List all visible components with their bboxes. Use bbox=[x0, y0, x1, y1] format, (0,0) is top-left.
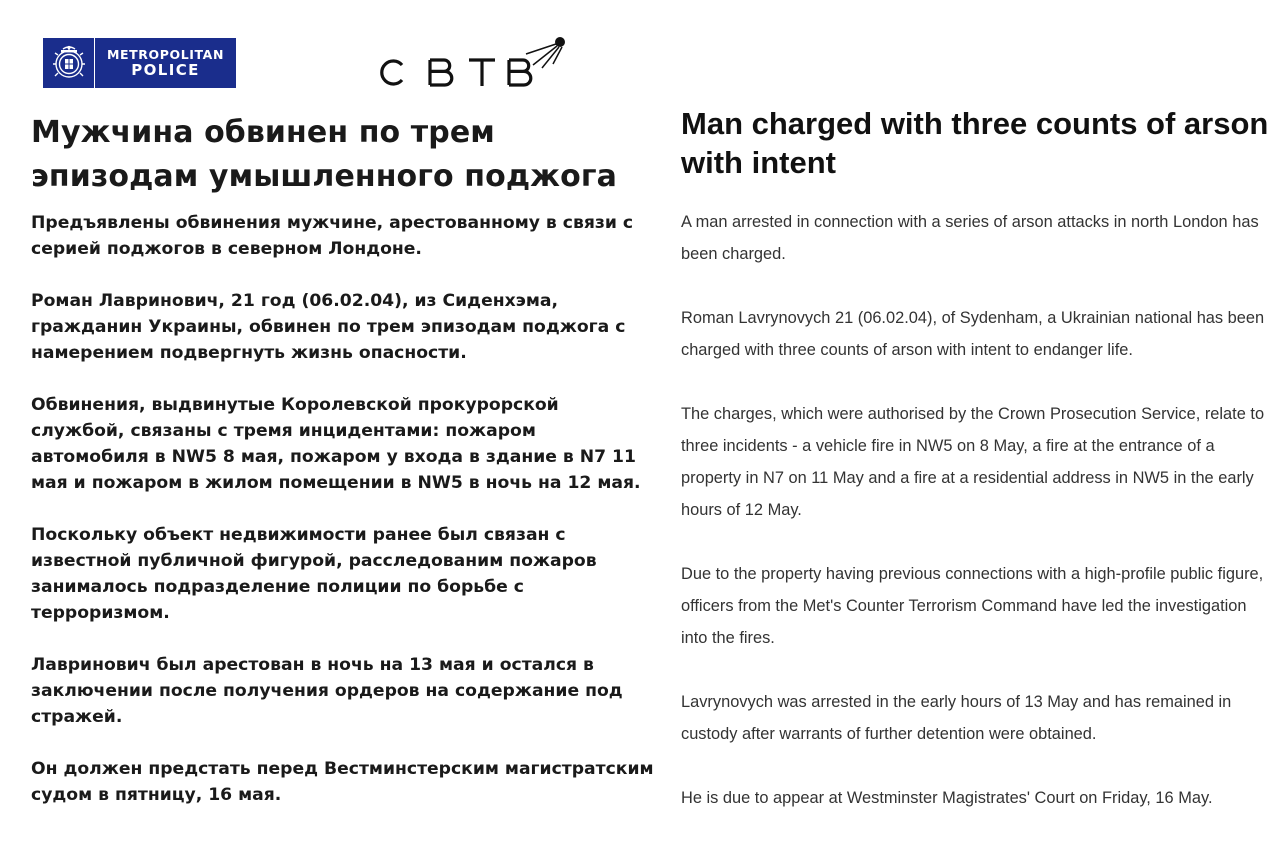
english-paragraph: Lavrynovych was arrested in the early hours of 13 May and has remained in custody after warrants of further detention were obtained. bbox=[681, 693, 1232, 743]
met-police-wordmark bbox=[95, 48, 236, 79]
russian-paragraph: Предъявлены обвинения мужчине, арестованному в связи с серией поджогов в северном Лондоне. bbox=[31, 213, 634, 259]
english-paragraph: A man arrested in connection with a series of arson attacks in north London has been charged. bbox=[681, 213, 1259, 263]
crest-icon bbox=[43, 38, 95, 88]
russian-paragraph: Роман Лавринович, 21 год (06.02.04), из Сиденхэма, гражданин Украины, обвинен по трем эпизодам поджога с намерением подвергнуть жизнь опасности. bbox=[31, 291, 626, 363]
english-body bbox=[681, 206, 1271, 814]
russian-article bbox=[31, 111, 656, 834]
english-headline: Man charged with three counts of arson with intent bbox=[681, 106, 1269, 180]
met-police-line1: METROPOLITAN bbox=[106, 46, 225, 62]
english-paragraph: Roman Lavrynovych 21 (06.02.04), of Sydenham, a Ukrainian national has been charged with three counts of arson with intent to endanger life. bbox=[681, 309, 1265, 359]
russian-paragraph: Обвинения, выдвинутые Королевской прокурорской службой, связаны с тремя инцидентами: пожаром автомобиля в NW5 8 мая, пожаром у входа в здание в N7 11 мая и пожаром в жилом помещении в NW5 в ночь на 12 мая. bbox=[31, 395, 641, 493]
russian-paragraph: Он должен предстать перед Вестминстерским магистратским судом в пятницу, 16 мая. bbox=[31, 759, 654, 805]
russian-paragraph: Лавринович был арестован в ночь на 13 мая и остался в заключении после получения ордеров на содержание под стражей. bbox=[31, 655, 623, 727]
english-paragraph: The charges, which were authorised by the Crown Prosecution Service, relate to three incidents - a vehicle fire in NW5 on 8 May, a fire at the entrance of a property in N7 on 11 May and a fire at a residential address in NW5 in the early hours of 12 May. bbox=[681, 405, 1265, 519]
english-paragraph: He is due to appear at Westminster Magistrates' Court on Friday, 16 May. bbox=[681, 789, 1213, 807]
metropolitan-police-logo bbox=[43, 38, 236, 88]
russian-paragraph: Поскольку объект недвижимости ранее был связан с известной публичной фигурой, расследованим пожаров занималось подразделение полиции по борьбе с терроризмом. bbox=[31, 525, 597, 623]
met-police-line2: POLICE bbox=[131, 60, 200, 79]
sputnik-satellite-icon bbox=[526, 37, 565, 68]
english-article bbox=[681, 104, 1271, 846]
russian-headline: Мужчина обвинен по трем эпизодам умышленного поджога bbox=[31, 115, 617, 194]
russian-body bbox=[31, 210, 656, 808]
english-paragraph: Due to the property having previous connections with a high-profile public figure, officers from the Met's Counter Terrorism Command have led the investigation into the fires. bbox=[681, 565, 1264, 647]
cbtb-logo bbox=[376, 30, 572, 92]
